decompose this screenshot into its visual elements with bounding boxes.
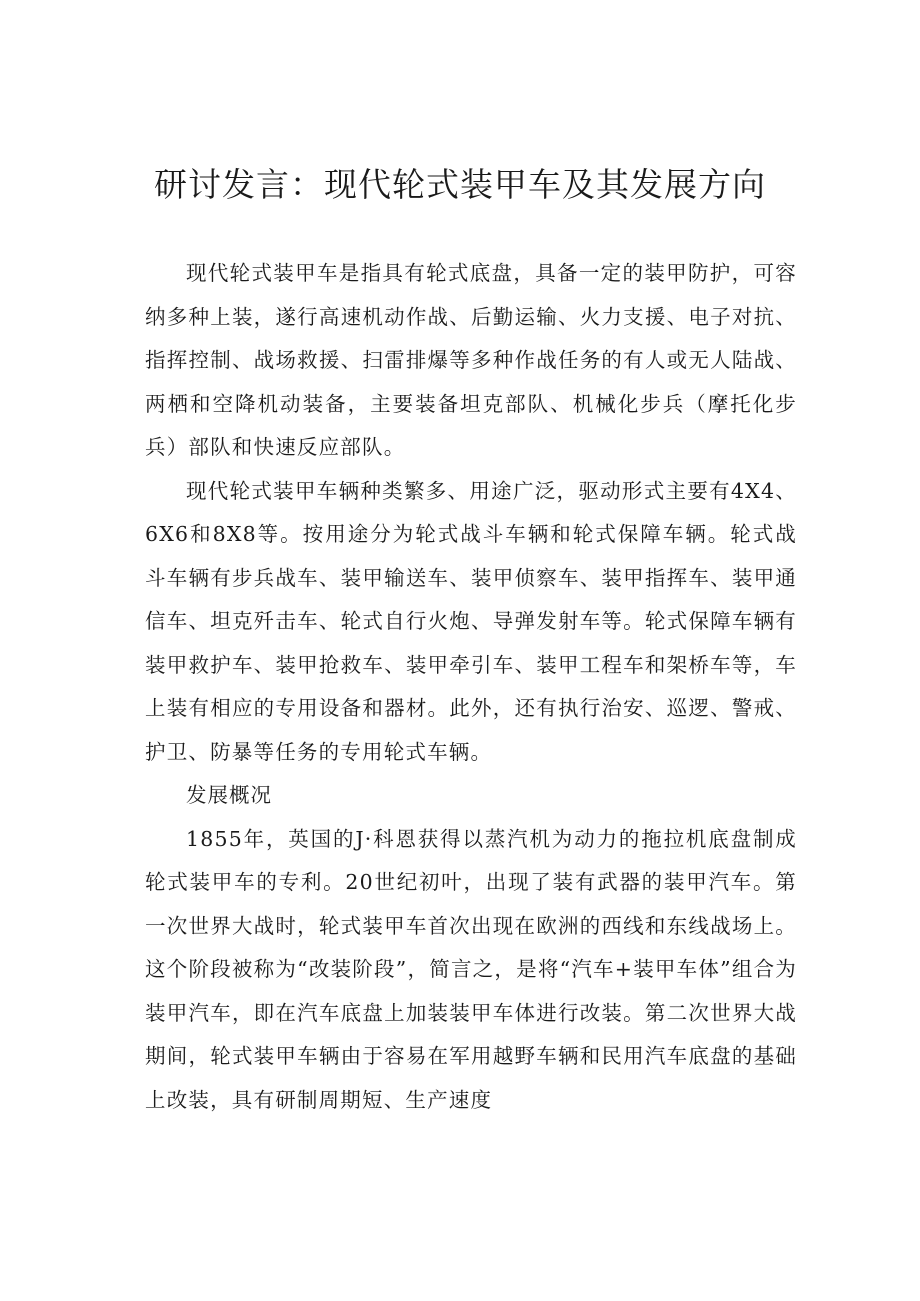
document-title: 研讨发言：现代轮式装甲车及其发展方向 [154,165,766,204]
section-heading-development: 发展概况 [186,783,272,807]
document-body [145,252,797,1122]
paragraph-intro: 现代轮式装甲车是指具有轮式底盘，具备一定的装甲防护，可容纳多种上装，遂行高速机动作战、后勤运输、火力支援、电子对抗、指挥控制、战场救援、扫雷排爆等多种作战任务的有人或无人陆战、两栖和空降机动装备，主要装备坦克部队、机械化步兵（摩托化步兵）部队和快速反应部队。 [145,261,797,459]
paragraph-vehicle-types: 现代轮式装甲车辆种类繁多、用途广泛，驱动形式主要有4X4、6X6和8X8等。按用途分为轮式战斗车辆和轮式保障车辆。轮式战斗车辆有步兵战车、装甲输送车、装甲侦察车、装甲指挥车、装甲通信车、坦克歼击车、轮式自行火炮、导弹发射车等。轮式保障车辆有装甲救护车、装甲抢救车、装甲牵引车、装甲工程车和架桥车等，车上装有相应的专用设备和器材。此外，还有执行治安、巡逻、警戒、护卫、防暴等任务的专用轮式车辆。 [145,478,797,764]
paragraph-history: 1855年，英国的J·科恩获得以蒸汽机为动力的拖拉机底盘制成轮式装甲车的专利。20世纪初叶，出现了装有武器的装甲汽车。第一次世界大战时，轮式装甲车首次出现在欧洲的西线和东线战场上。这个阶段被称为“改装阶段”，简言之，是将“汽车+装甲车体”组合为装甲汽车，即在汽车底盘上加装装甲车体进行改装。第二次世界大战期间，轮式装甲车辆由于容易在军用越野车辆和民用汽车底盘的基础上改装，具有研制周期短、生产速度 [145,826,797,1112]
